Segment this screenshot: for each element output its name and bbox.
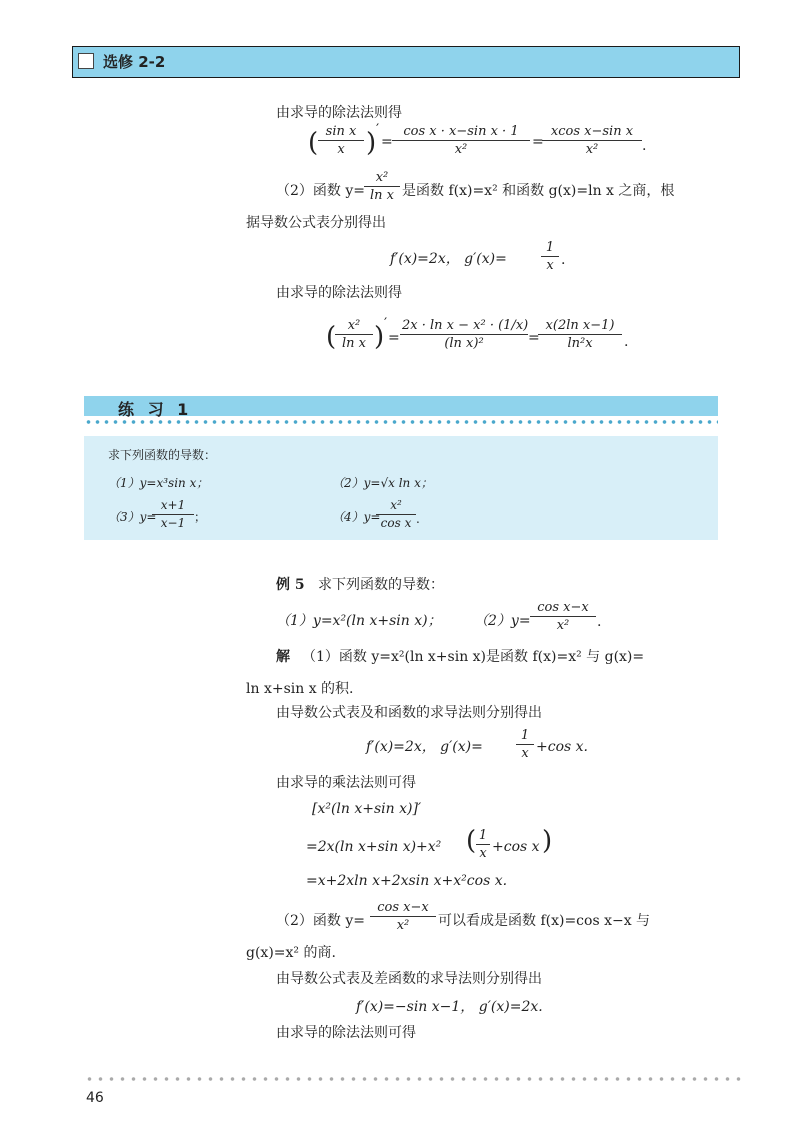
solution-line: 由导数公式表及差函数的求导法则分别得出 (276, 971, 542, 987)
fraction: $\frac{\text{xcos x−sin x}}{\text{x²}}$ (542, 124, 642, 157)
solution-equation: f′(x)=−sin x−1， g′(x)=2x. (356, 999, 543, 1015)
paren-left: ( (308, 128, 319, 158)
prime: ′ (376, 122, 380, 138)
fraction: $\frac{\text{sin x}}{x}$ (318, 124, 364, 157)
header-square-icon (78, 53, 94, 69)
fraction: $\frac{\text{x²}}{\text{ln x}}$ (335, 318, 373, 351)
chapter-header-bar (72, 46, 740, 78)
equals: = (528, 330, 540, 346)
solution-step: =x+2xln x+2xsin x+x²cos x. (306, 873, 508, 889)
text-line: 由求导的除法法则得 (276, 285, 402, 301)
equals: = (381, 134, 393, 150)
fraction: $\frac{1}{x}$ (476, 828, 490, 861)
prime: ′ (384, 316, 388, 332)
solution-line: g(x)=x² 的商. (246, 945, 336, 961)
period: . (561, 252, 566, 268)
period: . (642, 138, 647, 154)
solution-line: 由求导的除法法则可得 (276, 1025, 416, 1041)
paren-right: ) (374, 322, 385, 352)
fraction: $\frac{1}{x}$ (541, 240, 559, 273)
exercise-title: 练 习 1 (118, 400, 193, 419)
solution-step: [x²(ln x+sin x)]′ (312, 801, 422, 817)
solution-line: 由求导的乘法法则可得 (276, 775, 416, 791)
equals: = (388, 330, 400, 346)
fraction: $\frac{x+1}{x-1}$ (152, 498, 194, 531)
exercise-prompt: 求下列函数的导数： (108, 448, 217, 462)
dotted-divider (84, 419, 718, 425)
solution-line: 由导数公式表及和函数的求导法则分别得出 (276, 705, 542, 721)
period: . (624, 334, 629, 350)
text-line: 据导数公式表分别得出 (246, 215, 386, 231)
fraction: $\frac{\text{x²}}{\text{ln x}}$ (364, 170, 400, 203)
page-number: 46 (86, 1090, 104, 1106)
text-line: 由求导的除法法则得 (276, 105, 402, 121)
exercise-item-1: （1）y=x³sin x； (108, 476, 209, 490)
chapter-title: 选修 2-2 (103, 53, 166, 71)
equals: = (532, 134, 544, 150)
exercise-item-2: （2）y=√x ln x； (332, 476, 433, 490)
paren-left: ( (326, 322, 337, 352)
fraction: $\frac{\text{cos x−x}}{\text{x²}}$ (530, 600, 596, 633)
fraction: $\frac{1}{x}$ (516, 728, 534, 761)
fraction: $\frac{\text{2x · ln x − x² · (1/x)}}{\text{(ln x)²}}$ (402, 318, 529, 351)
fraction: $\frac{\text{x²}}{\text{cos x}}$ (376, 498, 416, 531)
fraction: $\frac{\text{x(2ln x−1)}}{\text{ln²x}}$ (538, 318, 622, 351)
footer-dotted-divider (84, 1076, 744, 1082)
fraction: $\frac{\text{cos x−x}}{\text{x²}}$ (370, 900, 436, 933)
solution-line: ln x+sin x 的积. (246, 681, 354, 697)
fraction: $\frac{\text{cos x · x−sin x · 1}}{\text{x²}}$ (392, 124, 530, 157)
paren-right: ) (366, 128, 377, 158)
